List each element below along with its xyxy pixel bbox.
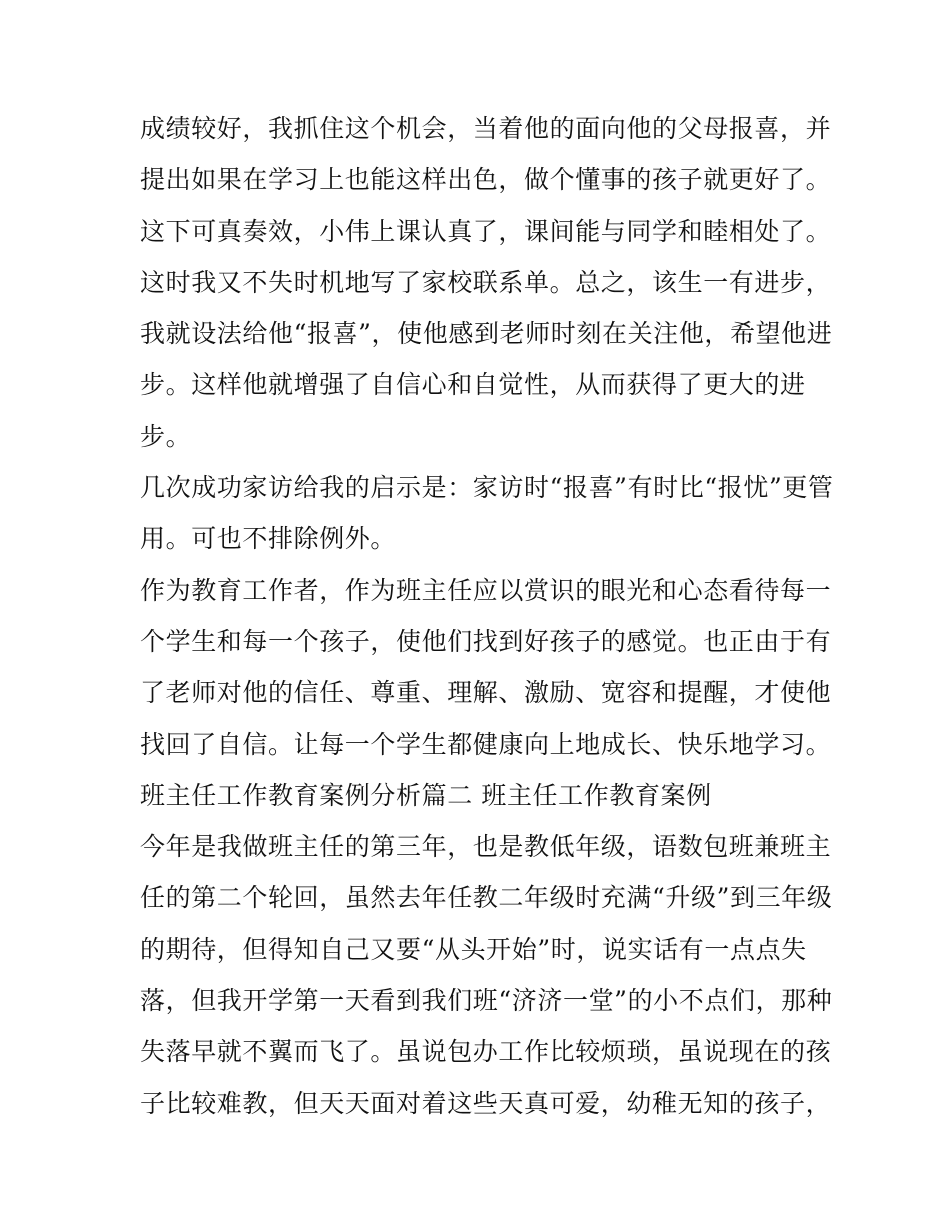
text-line: 落，但我开学第一天看到我们班“济济一堂”的小不点们，那种 — [140, 986, 833, 1016]
text-line: 步。这样他就增强了自信心和自觉性，从而获得了更大的进 — [140, 370, 806, 400]
text-line: 找回了自信。让每一个学生都健康向上地成长、快乐地学习。 — [140, 729, 832, 759]
section-heading: 班主任工作教育案例分析篇二 班主任工作教育案例 — [140, 780, 712, 810]
text-line: 几次成功家访给我的启示是：家访时“报喜”有时比“报忧”更管 — [140, 473, 834, 503]
text-line: 失落早就不翼而飞了。虽说包办工作比较烦琐，虽说现在的孩 — [140, 1037, 832, 1067]
text-line: 提出如果在学习上也能这样出色，做个懂事的孩子就更好了。 — [140, 165, 832, 195]
text-line: 任的第二个轮回，虽然去年任教二年级时充满“升级”到三年级 — [140, 883, 833, 913]
text-line: 了老师对他的信任、尊重、理解、激励、宽容和提醒，才使他 — [140, 678, 832, 708]
text-line: 步。 — [140, 421, 192, 451]
text-line: 个学生和每一个孩子，使他们找到好孩子的感觉。也正由于有 — [140, 626, 832, 656]
text-line: 用。可也不排除例外。 — [140, 524, 397, 554]
text-line: 今年是我做班主任的第三年，也是教低年级，语数包班兼班主 — [140, 832, 832, 862]
text-line: 我就设法给他“报喜”，使他感到老师时刻在关注他，希望他进 — [140, 319, 833, 349]
text-line: 的期待，但得知自己又要“从头开始”时，说实话有一点点失 — [140, 934, 807, 964]
text-line: 这下可真奏效，小伟上课认真了，课间能与同学和睦相处了。 — [140, 216, 832, 246]
text-line: 这时我又不失时机地写了家校联系单。总之，该生一有进步， — [140, 267, 832, 297]
text-line: 子比较难教，但天天面对着这些天真可爱，幼稚无知的孩子， — [140, 1088, 832, 1118]
body-text — [140, 103, 834, 1129]
text-line: 作为教育工作者，作为班主任应以赏识的眼光和心态看待每一 — [140, 575, 832, 605]
text-line: 成绩较好，我抓住这个机会，当着他的面向他的父母报喜，并 — [140, 114, 832, 143]
